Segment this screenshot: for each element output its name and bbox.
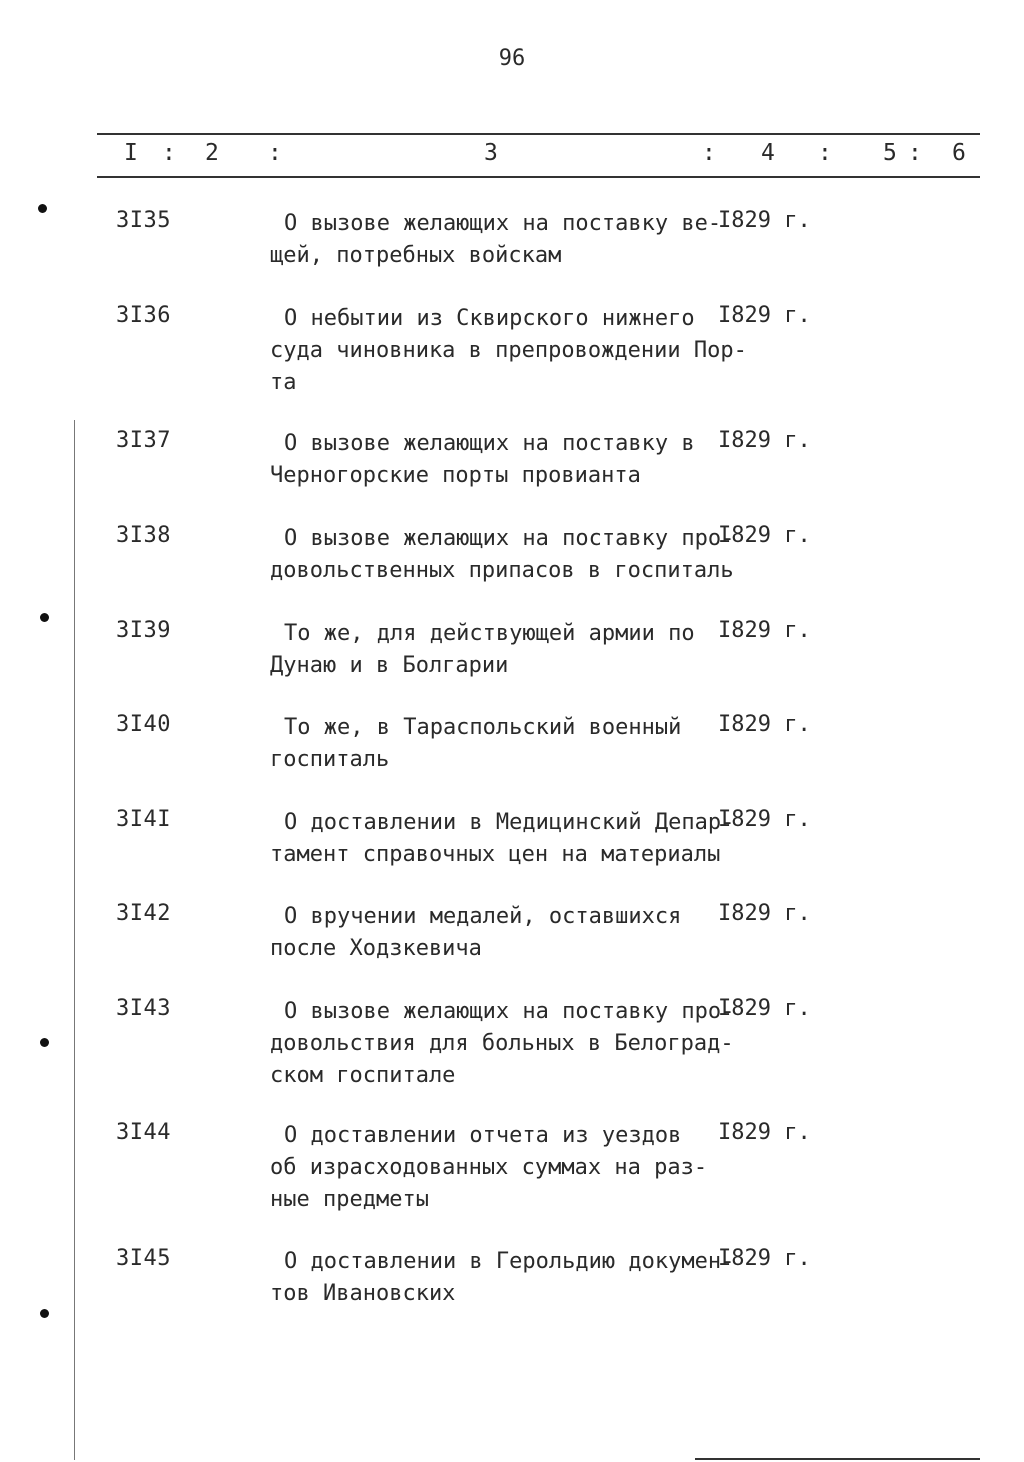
file-year: I829 г. <box>718 303 811 328</box>
file-year: I829 г. <box>718 807 811 832</box>
title-line: ском госпитале <box>270 1063 456 1088</box>
file-year: I829 г. <box>718 712 811 737</box>
title-line: довольственных припасов в госпиталь <box>270 558 734 583</box>
file-title <box>270 901 720 965</box>
file-title <box>270 807 735 871</box>
column-header-2: 2 <box>205 140 219 166</box>
title-line: О вручении медалей, оставшихся <box>284 904 682 929</box>
file-number: 3I45 <box>116 1246 171 1271</box>
file-title <box>270 208 720 272</box>
punch-hole <box>40 613 49 622</box>
column-header-6: 6 <box>952 140 966 166</box>
title-line: тамент справочных цен на материалы <box>270 842 721 867</box>
file-number: 3I44 <box>116 1120 171 1145</box>
page-number: 96 <box>498 46 526 71</box>
title-line: госпиталь <box>270 747 390 772</box>
title-line: после Ходзкевича <box>270 936 482 961</box>
column-separator: : <box>702 140 716 166</box>
table-header-bottom-rule <box>97 176 980 178</box>
column-header-5: 5 <box>883 140 897 166</box>
file-year: I829 г. <box>718 208 811 233</box>
title-line: об израсходованных суммах на раз- <box>270 1155 708 1180</box>
file-title <box>270 618 720 682</box>
column-separator: : <box>162 140 176 166</box>
title-line: О вызове желающих на поставку в <box>284 431 695 456</box>
title-line: довольствия для больных в Белоград- <box>270 1031 734 1056</box>
punch-hole <box>40 1038 49 1047</box>
file-year: I829 г. <box>718 428 811 453</box>
title-line: О доставлении в Герольдию докумен- <box>284 1249 735 1274</box>
title-line: О вызове желающих на поставку про- <box>284 999 735 1024</box>
title-line: Черногорские порты провианта <box>270 463 641 488</box>
file-title <box>270 996 735 1092</box>
file-title <box>270 428 720 492</box>
title-line: О вызове желающих на поставку ве- <box>284 211 722 236</box>
file-year: I829 г. <box>718 618 811 643</box>
file-number: 3I42 <box>116 901 171 926</box>
file-number: 3I4I <box>116 807 171 832</box>
punch-hole <box>38 204 47 213</box>
column-header-3: 3 <box>484 140 498 166</box>
file-number: 3I39 <box>116 618 171 643</box>
column-header-4: 4 <box>761 140 775 166</box>
file-year: I829 г. <box>718 1246 811 1271</box>
title-line: щей, потребных войскам <box>270 243 562 268</box>
file-year: I829 г. <box>718 1120 811 1145</box>
file-year: I829 г. <box>718 523 811 548</box>
title-line: То же, в Тараспольский военный <box>284 715 682 740</box>
binding-margin-line <box>74 420 75 1460</box>
title-line: Дунаю и в Болгарии <box>270 653 509 678</box>
title-line: О доставлении отчета из уездов <box>284 1123 682 1148</box>
file-number: 3I35 <box>116 208 171 233</box>
column-separator: : <box>268 140 282 166</box>
file-title <box>270 1246 735 1310</box>
title-line: та <box>270 370 297 395</box>
file-year: I829 г. <box>718 996 811 1021</box>
file-title <box>270 303 747 399</box>
punch-hole <box>40 1309 49 1318</box>
title-line: О вызове желающих на поставку про- <box>284 526 735 551</box>
title-line: О доставлении в Медицинский Депар- <box>284 810 735 835</box>
file-title <box>270 1120 720 1216</box>
table-header-top-rule <box>97 133 980 135</box>
file-title <box>270 523 735 587</box>
column-header-1: I <box>124 140 138 166</box>
file-number: 3I38 <box>116 523 171 548</box>
file-number: 3I43 <box>116 996 171 1021</box>
file-number: 3I37 <box>116 428 171 453</box>
title-line: То же, для действующей армии по <box>284 621 695 646</box>
file-year: I829 г. <box>718 901 811 926</box>
title-line: тов Ивановских <box>270 1281 456 1306</box>
title-line: суда чиновника в препровождении Пор- <box>270 338 747 363</box>
file-number: 3I36 <box>116 303 171 328</box>
file-number: 3I40 <box>116 712 171 737</box>
column-separator: : <box>908 140 922 166</box>
column-separator: : <box>818 140 832 166</box>
title-line: ные предметы <box>270 1187 429 1212</box>
title-line: О небытии из Сквирского нижнего <box>284 306 695 331</box>
bottom-rule <box>695 1458 980 1460</box>
file-title <box>270 712 720 776</box>
